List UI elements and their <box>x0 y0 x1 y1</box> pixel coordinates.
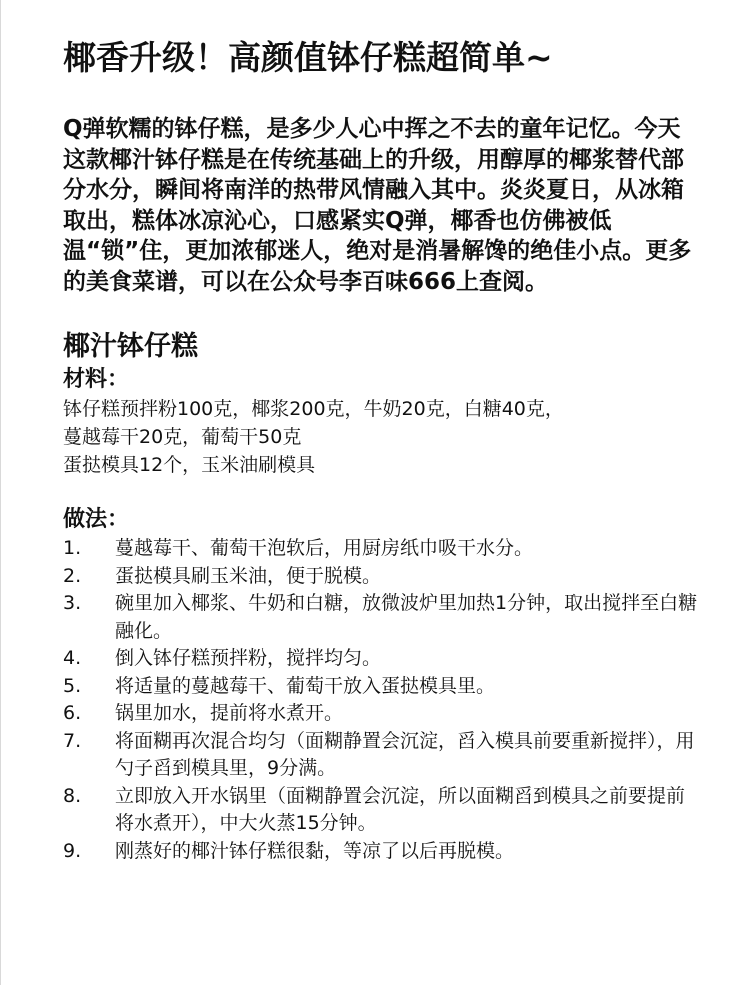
step-text: 蔓越莓干、葡萄干泡软后，用厨房纸巾吸干水分。 <box>115 537 534 559</box>
step-item <box>63 728 698 783</box>
material-line: 钵仔糕预拌粉100克，椰浆200克，牛奶20克，白糖40克， <box>63 398 564 420</box>
step-item <box>63 700 698 728</box>
step-item <box>63 563 698 591</box>
step-number: 4. <box>63 647 82 669</box>
step-number: 2. <box>63 564 82 587</box>
step-item <box>63 590 698 645</box>
page-title: 椰香升级！高颜值钵仔糕超简单~ <box>63 38 553 77</box>
step-item <box>63 645 698 673</box>
recipe-title: 椰汁钵仔糕 <box>63 331 198 362</box>
materials-label: 材料： <box>63 367 130 392</box>
step-number: 3. <box>63 592 82 614</box>
step-text: 锅里加水，提前将水煮开。 <box>115 702 344 724</box>
step-item <box>63 838 698 866</box>
step-number: 7. <box>63 729 82 752</box>
step-number: 9. <box>63 839 82 862</box>
material-line: 蔓越莓干20克，葡萄干50克 <box>63 426 302 448</box>
step-item <box>63 783 698 838</box>
step-text: 蛋挞模具刷玉米油，便于脱模。 <box>115 564 382 587</box>
step-number: 8. <box>63 784 82 807</box>
step-text: 刚蒸好的椰汁钵仔糕很黏，等凉了以后再脱模。 <box>115 839 515 862</box>
step-text: 碗里加入椰浆、牛奶和白糖，放微波炉里加热1分钟，取出搅拌至白糖融化。 <box>115 592 698 642</box>
step-number: 6. <box>63 702 82 724</box>
step-number: 5. <box>63 674 82 697</box>
step-item <box>63 673 698 701</box>
step-item <box>63 535 698 563</box>
material-line: 蛋挞模具12个，玉米油刷模具 <box>63 454 316 476</box>
steps-list <box>63 535 698 865</box>
step-text: 将适量的蔓越莓干、葡萄干放入蛋挞模具里。 <box>115 674 496 697</box>
step-text: 立即放入开水锅里（面糊静置会沉淀，所以面糊舀到模具之前要提前将水煮开），中大火蒸15分钟。 <box>115 784 686 834</box>
step-text: 将面糊再次混合均匀（面糊静置会沉淀，舀入模具前要重新搅拌），用勺子舀到模具里，9分满。 <box>115 729 695 779</box>
step-number: 1. <box>63 537 82 559</box>
materials-list <box>63 395 698 479</box>
method-label: 做法： <box>63 507 130 532</box>
intro-paragraph: Q弹软糯的钵仔糕，是多少人心中挥之不去的童年记忆。今天这款椰汁钵仔糕是在传统基础上的升级，用醇厚的椰浆替代部分水分，瞬间将南洋的热带风情融入其中。炎炎夏日，从冰箱取出，糕体冰凉沁心，口感紧实Q弹，椰香也仿佛被低温“锁”住，更加浓郁迷人，绝对是消暑解馋的绝佳小点。更多的美食菜谱，可以在公众号李百味666上查阅。 <box>63 116 692 295</box>
step-text: 倒入钵仔糕预拌粉，搅拌均匀。 <box>115 647 382 669</box>
